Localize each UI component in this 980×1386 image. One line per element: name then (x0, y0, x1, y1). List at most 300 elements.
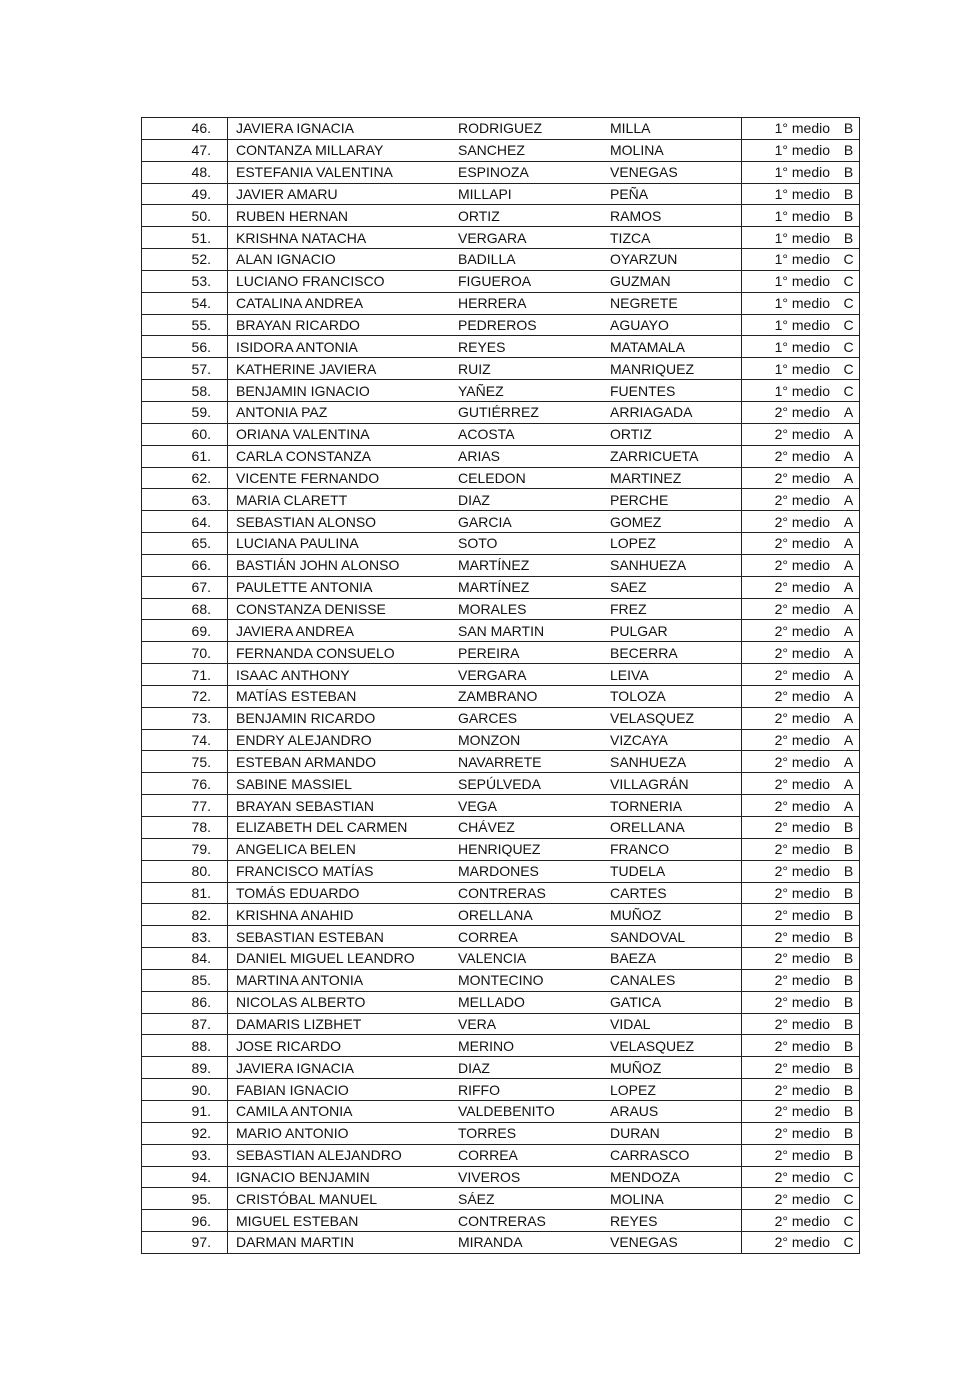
student-given-names: CONSTANZA DENISSE (228, 598, 459, 620)
student-given-names: ELIZABETH DEL CARMEN (228, 817, 459, 839)
maternal-surname: FREZ (610, 598, 742, 620)
row-number: 93. (142, 1144, 228, 1166)
paternal-surname: DIAZ (458, 1057, 610, 1079)
table-row (142, 205, 860, 227)
table-row (142, 358, 860, 380)
row-number: 87. (142, 1013, 228, 1035)
student-given-names: ALAN IGNACIO (228, 249, 459, 271)
table-row (142, 118, 860, 140)
student-given-names: DANIEL MIGUEL LEANDRO (228, 948, 459, 970)
table-row (142, 161, 860, 183)
maternal-surname: OYARZUN (610, 249, 742, 271)
row-number: 66. (142, 554, 228, 576)
maternal-surname: MATAMALA (610, 336, 742, 358)
row-number: 65. (142, 533, 228, 555)
maternal-surname: VILLAGRÁN (610, 773, 742, 795)
paternal-surname: ORTIZ (458, 205, 610, 227)
grade-level: 1° medio (742, 227, 839, 249)
grade-level: 2° medio (742, 1057, 839, 1079)
table-row (142, 423, 860, 445)
paternal-surname: MORALES (458, 598, 610, 620)
paternal-surname: CHÁVEZ (458, 817, 610, 839)
section-letter: C (838, 270, 860, 292)
row-number: 61. (142, 445, 228, 467)
student-given-names: BRAYAN RICARDO (228, 314, 459, 336)
student-given-names: SEBASTIAN ESTEBAN (228, 926, 459, 948)
grade-level: 2° medio (742, 926, 839, 948)
table-row (142, 773, 860, 795)
student-given-names: JOSE RICARDO (228, 1035, 459, 1057)
student-given-names: CONTANZA MILLARAY (228, 139, 459, 161)
table-row (142, 882, 860, 904)
paternal-surname: CONTRERAS (458, 882, 610, 904)
section-letter: B (838, 969, 860, 991)
grade-level: 1° medio (742, 161, 839, 183)
paternal-surname: GUTIÉRREZ (458, 401, 610, 423)
paternal-surname: RIFFO (458, 1079, 610, 1101)
maternal-surname: VELASQUEZ (610, 707, 742, 729)
table-row (142, 991, 860, 1013)
grade-level: 1° medio (742, 249, 839, 271)
grade-level: 2° medio (742, 1035, 839, 1057)
grade-level: 2° medio (742, 882, 839, 904)
section-letter: C (838, 1232, 860, 1254)
section-letter: C (838, 249, 860, 271)
table-row (142, 1122, 860, 1144)
section-letter: B (838, 1079, 860, 1101)
student-given-names: CAMILA ANTONIA (228, 1100, 459, 1122)
maternal-surname: LOPEZ (610, 533, 742, 555)
grade-level: 2° medio (742, 642, 839, 664)
grade-level: 1° medio (742, 292, 839, 314)
maternal-surname: SAEZ (610, 576, 742, 598)
student-given-names: JAVIERA IGNACIA (228, 1057, 459, 1079)
student-given-names: TOMÁS EDUARDO (228, 882, 459, 904)
row-number: 94. (142, 1166, 228, 1188)
grade-level: 2° medio (742, 401, 839, 423)
paternal-surname: RODRIGUEZ (458, 118, 610, 140)
maternal-surname: GOMEZ (610, 511, 742, 533)
student-given-names: KATHERINE JAVIERA (228, 358, 459, 380)
maternal-surname: ORTIZ (610, 423, 742, 445)
grade-level: 1° medio (742, 139, 839, 161)
table-row (142, 554, 860, 576)
section-letter: B (838, 1144, 860, 1166)
maternal-surname: MARTINEZ (610, 467, 742, 489)
section-letter: A (838, 598, 860, 620)
table-row (142, 948, 860, 970)
grade-level: 2° medio (742, 860, 839, 882)
student-given-names: DAMARIS LIZBHET (228, 1013, 459, 1035)
maternal-surname: MOLINA (610, 1188, 742, 1210)
paternal-surname: VERGARA (458, 664, 610, 686)
student-given-names: ANTONIA PAZ (228, 401, 459, 423)
section-letter: A (838, 729, 860, 751)
table-row (142, 1188, 860, 1210)
paternal-surname: VALENCIA (458, 948, 610, 970)
paternal-surname: ACOSTA (458, 423, 610, 445)
paternal-surname: YAÑEZ (458, 380, 610, 402)
maternal-surname: TUDELA (610, 860, 742, 882)
grade-level: 2° medio (742, 1232, 839, 1254)
section-letter: A (838, 533, 860, 555)
section-letter: A (838, 664, 860, 686)
row-number: 72. (142, 685, 228, 707)
paternal-surname: MARDONES (458, 860, 610, 882)
paternal-surname: VIVEROS (458, 1166, 610, 1188)
row-number: 62. (142, 467, 228, 489)
grade-level: 2° medio (742, 511, 839, 533)
maternal-surname: VELASQUEZ (610, 1035, 742, 1057)
section-letter: B (838, 882, 860, 904)
row-number: 67. (142, 576, 228, 598)
paternal-surname: VERGARA (458, 227, 610, 249)
paternal-surname: VALDEBENITO (458, 1100, 610, 1122)
student-given-names: BENJAMIN RICARDO (228, 707, 459, 729)
section-letter: B (838, 227, 860, 249)
section-letter: B (838, 161, 860, 183)
maternal-surname: PERCHE (610, 489, 742, 511)
row-number: 77. (142, 795, 228, 817)
paternal-surname: MELLADO (458, 991, 610, 1013)
paternal-surname: GARCES (458, 707, 610, 729)
student-given-names: MATÍAS ESTEBAN (228, 685, 459, 707)
row-number: 74. (142, 729, 228, 751)
table-row (142, 620, 860, 642)
paternal-surname: SEPÚLVEDA (458, 773, 610, 795)
row-number: 73. (142, 707, 228, 729)
student-given-names: SEBASTIAN ALONSO (228, 511, 459, 533)
grade-level: 2° medio (742, 1013, 839, 1035)
row-number: 89. (142, 1057, 228, 1079)
grade-level: 2° medio (742, 664, 839, 686)
paternal-surname: MONTECINO (458, 969, 610, 991)
maternal-surname: MOLINA (610, 139, 742, 161)
maternal-surname: MUÑOZ (610, 1057, 742, 1079)
section-letter: A (838, 423, 860, 445)
section-letter: B (838, 118, 860, 140)
student-given-names: PAULETTE ANTONIA (228, 576, 459, 598)
row-number: 75. (142, 751, 228, 773)
grade-level: 1° medio (742, 118, 839, 140)
row-number: 57. (142, 358, 228, 380)
table-row (142, 445, 860, 467)
row-number: 85. (142, 969, 228, 991)
row-number: 82. (142, 904, 228, 926)
row-number: 69. (142, 620, 228, 642)
paternal-surname: BADILLA (458, 249, 610, 271)
table-row (142, 576, 860, 598)
row-number: 70. (142, 642, 228, 664)
table-row (142, 817, 860, 839)
grade-level: 2° medio (742, 598, 839, 620)
maternal-surname: VENEGAS (610, 1232, 742, 1254)
section-letter: C (838, 1210, 860, 1232)
section-letter: A (838, 642, 860, 664)
table-row (142, 1013, 860, 1035)
table-row (142, 1100, 860, 1122)
row-number: 59. (142, 401, 228, 423)
table-row (142, 926, 860, 948)
section-letter: B (838, 183, 860, 205)
row-number: 78. (142, 817, 228, 839)
maternal-surname: REYES (610, 1210, 742, 1232)
student-given-names: SABINE MASSIEL (228, 773, 459, 795)
table-row (142, 401, 860, 423)
maternal-surname: CANALES (610, 969, 742, 991)
row-number: 63. (142, 489, 228, 511)
section-letter: C (838, 314, 860, 336)
table-row (142, 292, 860, 314)
table-row (142, 729, 860, 751)
section-letter: B (838, 1013, 860, 1035)
table-row (142, 511, 860, 533)
section-letter: C (838, 1188, 860, 1210)
grade-level: 1° medio (742, 314, 839, 336)
row-number: 46. (142, 118, 228, 140)
grade-level: 2° medio (742, 554, 839, 576)
table-row (142, 1232, 860, 1254)
student-given-names: CRISTÓBAL MANUEL (228, 1188, 459, 1210)
grade-level: 2° medio (742, 948, 839, 970)
row-number: 56. (142, 336, 228, 358)
paternal-surname: MARTÍNEZ (458, 576, 610, 598)
row-number: 48. (142, 161, 228, 183)
paternal-surname: CONTRERAS (458, 1210, 610, 1232)
student-given-names: BRAYAN SEBASTIAN (228, 795, 459, 817)
paternal-surname: FIGUEROA (458, 270, 610, 292)
maternal-surname: MUÑOZ (610, 904, 742, 926)
paternal-surname: TORRES (458, 1122, 610, 1144)
grade-level: 1° medio (742, 358, 839, 380)
student-given-names: MIGUEL ESTEBAN (228, 1210, 459, 1232)
grade-level: 2° medio (742, 576, 839, 598)
grade-level: 2° medio (742, 904, 839, 926)
section-letter: A (838, 489, 860, 511)
section-letter: A (838, 620, 860, 642)
paternal-surname: ORELLANA (458, 904, 610, 926)
student-given-names: SEBASTIAN ALEJANDRO (228, 1144, 459, 1166)
maternal-surname: PULGAR (610, 620, 742, 642)
grade-level: 2° medio (742, 1188, 839, 1210)
grade-level: 2° medio (742, 685, 839, 707)
row-number: 95. (142, 1188, 228, 1210)
grade-level: 2° medio (742, 707, 839, 729)
section-letter: C (838, 336, 860, 358)
maternal-surname: DURAN (610, 1122, 742, 1144)
grade-level: 2° medio (742, 1144, 839, 1166)
paternal-surname: HERRERA (458, 292, 610, 314)
grade-level: 2° medio (742, 991, 839, 1013)
paternal-surname: GARCIA (458, 511, 610, 533)
student-given-names: CATALINA ANDREA (228, 292, 459, 314)
maternal-surname: SANHUEZA (610, 554, 742, 576)
section-letter: A (838, 751, 860, 773)
maternal-surname: TOLOZA (610, 685, 742, 707)
row-number: 81. (142, 882, 228, 904)
row-number: 71. (142, 664, 228, 686)
grade-level: 2° medio (742, 533, 839, 555)
paternal-surname: NAVARRETE (458, 751, 610, 773)
maternal-surname: FRANCO (610, 838, 742, 860)
student-given-names: LUCIANO FRANCISCO (228, 270, 459, 292)
maternal-surname: CARRASCO (610, 1144, 742, 1166)
paternal-surname: CORREA (458, 926, 610, 948)
paternal-surname: SÁEZ (458, 1188, 610, 1210)
student-given-names: ESTEFANIA VALENTINA (228, 161, 459, 183)
student-given-names: ENDRY ALEJANDRO (228, 729, 459, 751)
grade-level: 2° medio (742, 445, 839, 467)
paternal-surname: MARTÍNEZ (458, 554, 610, 576)
student-given-names: FERNANDA CONSUELO (228, 642, 459, 664)
student-given-names: VICENTE FERNANDO (228, 467, 459, 489)
section-letter: B (838, 1122, 860, 1144)
grade-level: 2° medio (742, 751, 839, 773)
grade-level: 2° medio (742, 1079, 839, 1101)
maternal-surname: VENEGAS (610, 161, 742, 183)
maternal-surname: NEGRETE (610, 292, 742, 314)
row-number: 91. (142, 1100, 228, 1122)
section-letter: B (838, 838, 860, 860)
row-number: 47. (142, 139, 228, 161)
maternal-surname: ZARRICUETA (610, 445, 742, 467)
table-row (142, 1057, 860, 1079)
section-letter: C (838, 358, 860, 380)
table-row (142, 969, 860, 991)
row-number: 49. (142, 183, 228, 205)
maternal-surname: FUENTES (610, 380, 742, 402)
row-number: 92. (142, 1122, 228, 1144)
maternal-surname: VIZCAYA (610, 729, 742, 751)
paternal-surname: MERINO (458, 1035, 610, 1057)
paternal-surname: RUIZ (458, 358, 610, 380)
student-given-names: FABIAN IGNACIO (228, 1079, 459, 1101)
paternal-surname: DIAZ (458, 489, 610, 511)
row-number: 83. (142, 926, 228, 948)
paternal-surname: ARIAS (458, 445, 610, 467)
section-letter: A (838, 401, 860, 423)
paternal-surname: SAN MARTIN (458, 620, 610, 642)
paternal-surname: REYES (458, 336, 610, 358)
student-given-names: ANGELICA BELEN (228, 838, 459, 860)
row-number: 96. (142, 1210, 228, 1232)
section-letter: A (838, 795, 860, 817)
section-letter: B (838, 991, 860, 1013)
maternal-surname: LOPEZ (610, 1079, 742, 1101)
maternal-surname: BECERRA (610, 642, 742, 664)
grade-level: 2° medio (742, 1166, 839, 1188)
paternal-surname: MILLAPI (458, 183, 610, 205)
grade-level: 2° medio (742, 838, 839, 860)
section-letter: B (838, 860, 860, 882)
maternal-surname: TIZCA (610, 227, 742, 249)
grade-level: 1° medio (742, 336, 839, 358)
section-letter: B (838, 1057, 860, 1079)
student-given-names: KRISHNA NATACHA (228, 227, 459, 249)
row-number: 55. (142, 314, 228, 336)
student-given-names: NICOLAS ALBERTO (228, 991, 459, 1013)
table-row (142, 795, 860, 817)
paternal-surname: HENRIQUEZ (458, 838, 610, 860)
student-given-names: BASTIÁN JOHN ALONSO (228, 554, 459, 576)
row-number: 86. (142, 991, 228, 1013)
maternal-surname: PEÑA (610, 183, 742, 205)
table-row (142, 685, 860, 707)
maternal-surname: AGUAYO (610, 314, 742, 336)
table-row (142, 467, 860, 489)
row-number: 64. (142, 511, 228, 533)
section-letter: B (838, 817, 860, 839)
table-row (142, 139, 860, 161)
maternal-surname: TORNERIA (610, 795, 742, 817)
maternal-surname: MILLA (610, 118, 742, 140)
maternal-surname: BAEZA (610, 948, 742, 970)
row-number: 60. (142, 423, 228, 445)
row-number: 84. (142, 948, 228, 970)
section-letter: A (838, 554, 860, 576)
student-given-names: IGNACIO BENJAMIN (228, 1166, 459, 1188)
table-row (142, 751, 860, 773)
grade-level: 1° medio (742, 205, 839, 227)
section-letter: B (838, 904, 860, 926)
section-letter: B (838, 1035, 860, 1057)
student-given-names: LUCIANA PAULINA (228, 533, 459, 555)
grade-level: 2° medio (742, 1122, 839, 1144)
grade-level: 1° medio (742, 270, 839, 292)
student-given-names: ISAAC ANTHONY (228, 664, 459, 686)
row-number: 51. (142, 227, 228, 249)
section-letter: B (838, 1100, 860, 1122)
grade-level: 1° medio (742, 183, 839, 205)
table-row (142, 1210, 860, 1232)
table-row (142, 227, 860, 249)
student-given-names: DARMAN MARTIN (228, 1232, 459, 1254)
table-row (142, 904, 860, 926)
student-given-names: ISIDORA ANTONIA (228, 336, 459, 358)
grade-level: 2° medio (742, 1100, 839, 1122)
grade-level: 2° medio (742, 423, 839, 445)
maternal-surname: GUZMAN (610, 270, 742, 292)
paternal-surname: MIRANDA (458, 1232, 610, 1254)
paternal-surname: VERA (458, 1013, 610, 1035)
student-given-names: RUBEN HERNAN (228, 205, 459, 227)
paternal-surname: CORREA (458, 1144, 610, 1166)
table-row (142, 533, 860, 555)
paternal-surname: SOTO (458, 533, 610, 555)
student-given-names: JAVIERA ANDREA (228, 620, 459, 642)
student-given-names: MARIO ANTONIO (228, 1122, 459, 1144)
row-number: 79. (142, 838, 228, 860)
table-row (142, 707, 860, 729)
section-letter: A (838, 511, 860, 533)
table-row (142, 664, 860, 686)
student-given-names: ESTEBAN ARMANDO (228, 751, 459, 773)
table-row (142, 1144, 860, 1166)
table-row (142, 1035, 860, 1057)
section-letter: A (838, 773, 860, 795)
student-given-names: CARLA CONSTANZA (228, 445, 459, 467)
grade-level: 1° medio (742, 380, 839, 402)
paternal-surname: SANCHEZ (458, 139, 610, 161)
grade-level: 2° medio (742, 1210, 839, 1232)
table-row (142, 1079, 860, 1101)
maternal-surname: VIDAL (610, 1013, 742, 1035)
grade-level: 2° medio (742, 729, 839, 751)
row-number: 68. (142, 598, 228, 620)
paternal-surname: CELEDON (458, 467, 610, 489)
section-letter: B (838, 139, 860, 161)
student-roster-table (141, 117, 860, 1254)
